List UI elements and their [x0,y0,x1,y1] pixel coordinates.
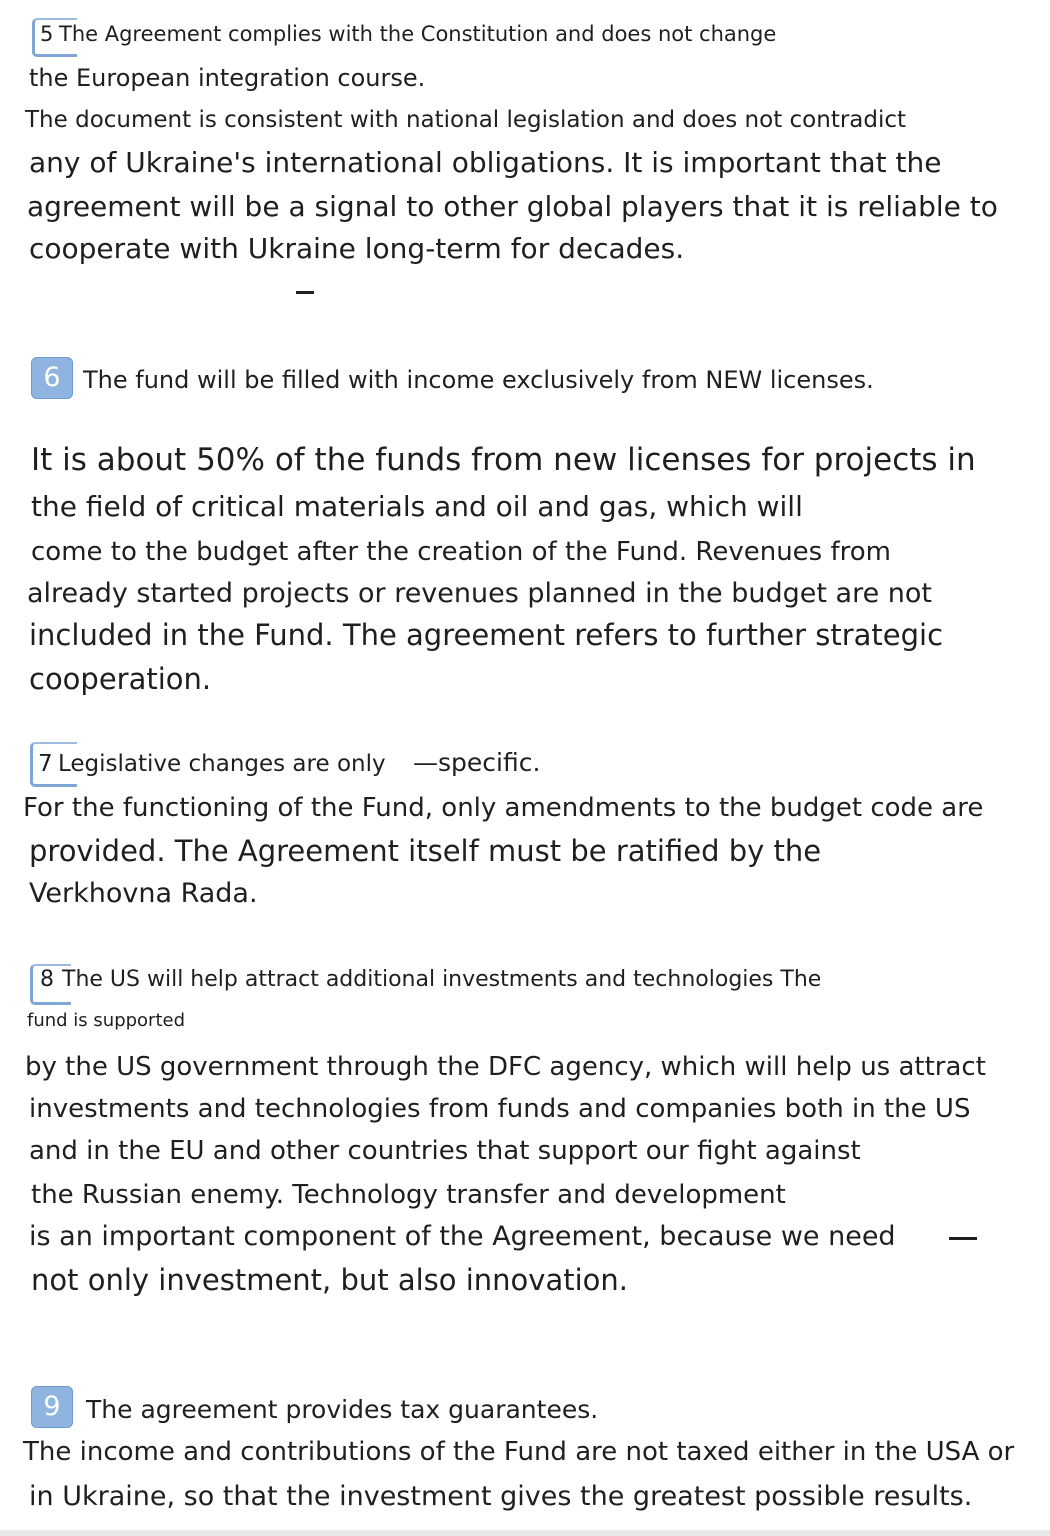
item-5-body-line: agreement will be a signal to other global players that it is reliable to [27,190,998,223]
item-7-number: 7 [38,751,53,777]
item-6-heading: The fund will be filled with income exclusively from NEW licenses. [83,366,874,394]
item-9-body-line: The income and contributions of the Fund are not taxed either in the USA or [23,1437,1015,1467]
item-6-body-line: It is about 50% of the funds from new licenses for projects in [31,442,976,478]
item-9-heading: The agreement provides tax guarantees. [86,1395,599,1424]
item-9-number-badge: 9 [31,1386,73,1428]
item-8-body-line: is an important component of the Agreement, because we need [29,1221,896,1252]
item-8-body-line: by the US government through the DFC agency, which will help us attract [25,1052,986,1082]
item-5-heading: The Agreement complies with the Constitution and does not change [59,22,777,46]
bottom-edge-bar [0,1530,1050,1536]
item-7-heading-suffix: —specific. [413,748,541,777]
item-6-body-line: already started projects or revenues planned in the budget are not [27,578,932,609]
item-6-body-line: cooperation. [29,662,212,696]
item-7-body-line: For the functioning of the Fund, only amendments to the budget code are [23,793,984,823]
separator-dash [949,1237,977,1240]
separator-dash [296,291,314,294]
item-8-body-line: investments and technologies from funds and companies both in the US [29,1094,971,1124]
item-5-body-line: any of Ukraine's international obligations. It is important that the [29,146,942,179]
item-6-body-line: come to the budget after the creation of the Fund. Revenues from [31,537,891,567]
item-8-heading: The US will help attract additional investments and technologies The [62,967,822,992]
item-6-number-badge: 6 [31,357,73,399]
item-8-body-line: not only investment, but also innovation. [31,1263,629,1297]
item-8-number: 8 [40,967,54,992]
item-8-heading-cont: fund is supported [27,1010,186,1031]
item-7-heading: Legislative changes are only [58,751,386,777]
item-7-body-line: Verkhovna Rada. [29,878,258,909]
item-5-heading-cont: the European integration course. [29,64,426,92]
item-6-body-line: included in the Fund. The agreement refers to further strategic [29,618,944,652]
item-5-body-line: The document is consistent with national legislation and does not contradict [25,107,907,133]
item-6-body-line: the field of critical materials and oil and gas, which will [31,490,803,523]
item-5-number: 5 [40,22,54,46]
item-7-body-line: provided. The Agreement itself must be ratified by the [29,834,822,868]
item-9-body-line: in Ukraine, so that the investment gives the greatest possible results. [29,1481,973,1512]
item-5-body-line: cooperate with Ukraine long-term for decades. [29,232,685,265]
item-8-body-line: the Russian enemy. Technology transfer and development [31,1180,786,1210]
item-8-body-line: and in the EU and other countries that support our fight against [29,1136,861,1166]
